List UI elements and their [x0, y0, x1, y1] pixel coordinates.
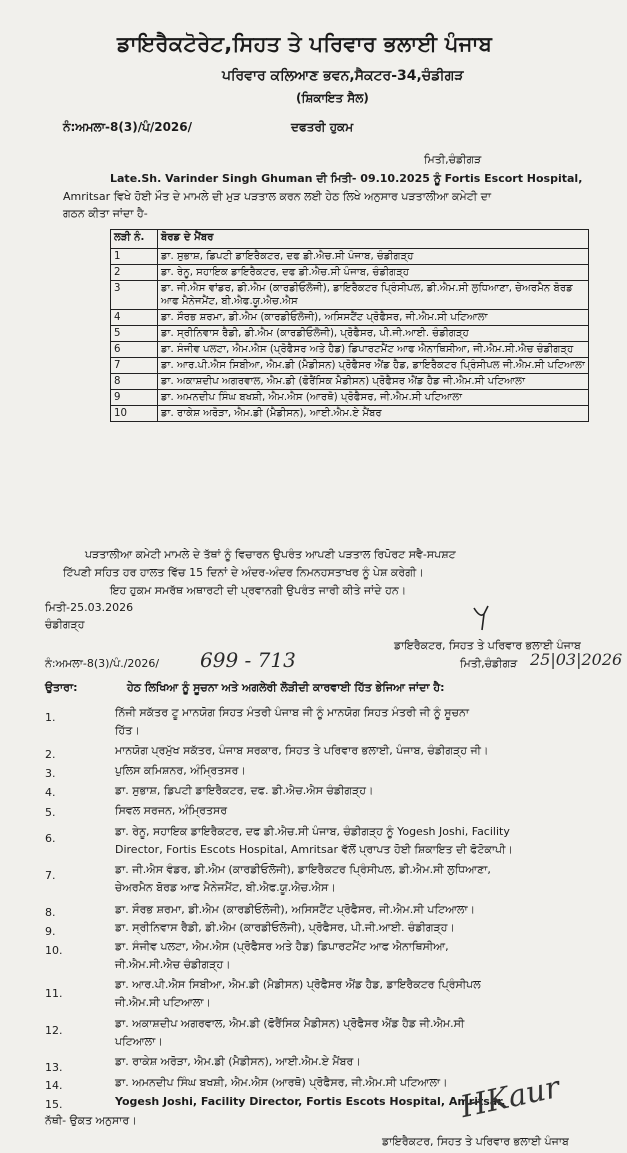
- member-cell: ਡਾ. ਅਕਾਸ਼ਦੀਪ ਅਗਰਵਾਲ, ਐਮ.ਡੀ (ਫੋਰੈਂਸਿਕ ਮੈਡੀਸਨ) ਪ੍ਰੋਫੈਸਰ ਐਂਡ ਹੈਡ ਜੀ.ਐਮ.ਸੀ ਪਟਿਆਲਾ: [158, 374, 589, 390]
- intro-line-2: Amritsar ਵਿਖੇ ਹੋਈ ਮੌਤ ਦੇ ਮਾਮਲੇ ਦੀ ਮੁੜ ਪੜਤਾਲ ਕਰਨ ਲਈ ਹੇਠ ਲਿਖੇ ਅਨੁਸਾਰ ਪੜਤਾਲੀਆ ਕਮੇਟੀ ਦਾ: [63, 190, 492, 203]
- table-row: [111, 374, 589, 390]
- table-row: [111, 342, 589, 358]
- distribution-line: Director, Fortis Escots Hospital, Amritsar ਵੱਲੋਂ ਪ੍ਰਾਪਤ ਹੋਈ ਸ਼ਿਕਾਇਤ ਦੀ ਫੋਟੋਕਾਪੀ।: [115, 843, 513, 856]
- distribution-number: 14.: [45, 1079, 63, 1092]
- distribution-number: 3.: [45, 767, 56, 780]
- table-row: [111, 406, 589, 422]
- distribution-number: 4.: [45, 786, 56, 799]
- distribution-number: 10.: [45, 944, 63, 957]
- distribution-line: ਡਾ. ਸੰਜੀਵ ਪਲਟਾ, ਐਮ.ਐਸ (ਪ੍ਰੋਫੈਸਰ ਅਤੇ ਹੈਡ) ਡਿਪਾਰਟਮੈਂਟ ਆਫ ਐਨਾਥਿਸੀਆ,: [115, 940, 449, 953]
- distribution-number: 12.: [45, 1024, 63, 1037]
- table-row: [111, 390, 589, 406]
- distribution-line: ਪੁਲਿਸ ਕਮਿਸ਼ਨਰ, ਅੰਮ੍ਰਿਤਸਰ।: [115, 764, 246, 777]
- letterhead-org: ਡਾਇਰੈਕਟੋਰੇਟ,ਸਿਹਤ ਤੇ ਪਰਿਵਾਰ ਭਲਾਈ ਪੰਜਾਬ: [117, 32, 493, 56]
- distribution-number: 9.: [45, 925, 56, 938]
- endorsement-text: ਹੇਠ ਲਿਖਿਆ ਨੂੰ ਸੂਚਨਾ ਅਤੇ ਅਗਲੇਰੀ ਲੋੜੀਦੀ ਕਾਰਵਾਈ ਹਿੱਤ ਭੇਜਿਆ ਜਾਂਦਾ ਹੈ:: [127, 681, 445, 694]
- signatory-bottom: ਡਾਇਰੈਕਟਰ, ਸਿਹਤ ਤੇ ਪਰਿਵਾਰ ਭਲਾਈ ਪੰਜਾਬ: [382, 1135, 569, 1148]
- distribution-line: ਚੇਅਰਮੈਨ ਬੋਰਡ ਆਫ ਮੈਨੇਜਮੈਂਟ, ਬੀ.ਐਫ.ਯੂ.ਐਚ.ਐਸ।: [115, 881, 336, 894]
- table-row: [111, 358, 589, 374]
- distribution-line: ਡਾ. ਅਮਨਦੀਪ ਸਿੰਘ ਬਖਸ਼ੀ, ਐਮ.ਐਸ (ਆਰਥੋ) ਪ੍ਰੋਫੈਸਰ, ਜੀ.ਐਮ.ਸੀ ਪਟਿਆਲਾ।: [115, 1076, 448, 1089]
- distribution-line: ਡਾ. ਸ੍ਰੀਨਿਵਾਸ ਰੈਡੀ, ਡੀ.ਐਮ (ਕਾਰਡੀਓਲੋਜੀ), ਪ੍ਰੋਫੈਸਰ, ਪੀ.ਜੀ.ਆਈ. ਚੰਡੀਗੜ੍ਹ।: [115, 921, 455, 934]
- body-line-2: ਟਿੱਪਣੀ ਸਹਿਤ ਹਰ ਹਾਲਤ ਵਿੱਚ 15 ਦਿਨਾਂ ਦੇ ਅੰਦਰ-ਅੰਦਰ ਨਿਮਨਹਸਤਾਖਰ ਨੂੰ ਪੇਸ਼ ਕਰੇਗੀ।: [63, 566, 424, 579]
- table-row: [111, 249, 589, 265]
- serial-cell: 8: [111, 374, 158, 390]
- body-line-1: ਪੜਤਾਲੀਆ ਕਮੇਟੀ ਮਾਮਲੇ ਦੇ ਤੱਥਾਂ ਨੂੰ ਵਿਚਾਰਨ ਉਪਰੰਤ ਆਪਣੀ ਪੜਤਾਲ ਰਿਪੋਰਟ ਸਵੈ-ਸਪਸ਼ਟ: [85, 548, 456, 561]
- order-date: ਮਿਤੀ-25.03.2026: [45, 601, 134, 614]
- intro-line-3: ਗਠਨ ਕੀਤਾ ਜਾਂਦਾ ਹੈ-: [63, 207, 148, 220]
- date-place-top: ਮਿਤੀ,ਚੰਡੀਗੜ: [424, 153, 482, 166]
- serial-cell: 10: [111, 406, 158, 422]
- table-row: [111, 265, 589, 281]
- distribution-line: ਡਾ. ਸੁਭਾਸ਼, ਡਿਪਟੀ ਡਾਇਰੈਕਟਰ, ਦਫ. ਡੀ.ਐਚ.ਐਸ ਚੰਡੀਗੜ੍ਹ।: [115, 784, 374, 797]
- distribution-number: 7.: [45, 869, 56, 882]
- distribution-line: ਮਾਨਯੋਗ ਪ੍ਰਮੁੱਖ ਸਕੱਤਰ, ਪੰਜਾਬ ਸਰਕਾਰ, ਸਿਹਤ ਤੇ ਪਰਿਵਾਰ ਭਲਾਈ, ਪੰਜਾਬ, ਚੰਡੀਗੜ੍ਹ ਜੀ।: [115, 744, 489, 757]
- distribution-line: ਜੀ.ਐਮ.ਸੀ.ਐਚ ਚੰਡੀਗੜ੍ਹ।: [115, 958, 231, 971]
- serial-cell: 6: [111, 342, 158, 358]
- column-header-member: ਬੋਰਡ ਦੇ ਮੈਂਬਰ: [158, 230, 589, 249]
- distribution-line: ਪਟਿਆਲਾ।: [115, 1035, 163, 1048]
- member-cell: ਡਾ. ਸੰਜੀਵ ਪਲਟਾ, ਐਮ.ਐਸ (ਪ੍ਰੋਫੈਸਰ ਅਤੇ ਹੈਡ) ਡਿਪਾਰਟਮੈਂਟ ਆਫ ਐਨਾਥਿਸੀਆ, ਜੀ.ਐਮ.ਸੀ.ਐਚ ਚੰਡੀਗੜ੍ਹ: [158, 342, 589, 358]
- distribution-line: ਹਿੱਤ।: [115, 724, 140, 737]
- distribution-number: 6.: [45, 832, 56, 845]
- member-cell: ਡਾ. ਸੌਰਭ ਸ਼ਰਮਾ, ਡੀ.ਐਮ (ਕਾਰਡੀਓਲੋਜੀ), ਅਸਿਸਟੈਂਟ ਪ੍ਰੋਫੈਸਰ, ਜੀ.ਐਮ.ਸੀ ਪਟਿਆਲਾ: [158, 310, 589, 326]
- distribution-number: 2.: [45, 748, 56, 761]
- endorsement-label: ਉਤਾਰਾ:: [45, 681, 78, 694]
- member-cell: ਡਾ. ਅਮਨਦੀਪ ਸਿੰਘ ਬਖਸ਼ੀ, ਐਮ.ਐਸ (ਆਰਥੋ) ਪ੍ਰੋਫੈਸਰ, ਜੀ.ਐਮ.ਸੀ ਪਟਿਆਲਾ: [158, 390, 589, 406]
- serial-cell: 5: [111, 326, 158, 342]
- order-place: ਚੰਡੀਗੜ੍ਹ: [45, 618, 85, 631]
- member-cell: ਡਾ. ਸੁਭਾਸ਼, ਡਿਪਟੀ ਡਾਇਰੈਕਟਰ, ਦਫ ਡੀ.ਐਚ.ਸੀ ਪੰਜਾਬ, ਚੰਡੀਗੜ੍ਹ: [158, 249, 589, 265]
- distribution-number: 11.: [45, 987, 63, 1000]
- distribution-number: 1.: [45, 711, 56, 724]
- distribution-number: 8.: [45, 906, 56, 919]
- order-title: ਦਫਤਰੀ ਹੁਕਮ: [291, 120, 354, 134]
- letterhead-address: ਪਰਿਵਾਰ ਕਲਿਆਣ ਭਵਨ,ਸੈਕਟਰ-34,ਚੰਡੀਗੜ: [222, 68, 464, 84]
- letterhead-branch: (ਸ਼ਿਕਾਇਤ ਸੈਲ): [296, 91, 369, 105]
- table-row: [111, 281, 589, 310]
- distribution-line: ਸਿਵਲ ਸਰਜਨ, ਅੰਮ੍ਰਿਤਸਰ: [115, 804, 228, 817]
- reference-number: ਨੰ:ਅਮਲਾ-8(3)/ਪੰ/2026/: [63, 120, 192, 134]
- distribution-line: ਜੀ.ਐਮ.ਸੀ ਪਟਿਆਲਾ।: [115, 996, 211, 1009]
- serial-cell: 2: [111, 265, 158, 281]
- signatory-title: ਡਾਇਰੈਕਟਰ, ਸਿਹਤ ਤੇ ਪਰਿਵਾਰ ਭਲਾਈ ਪੰਜਾਬ: [394, 639, 581, 652]
- handwritten-date: 25|03|2026: [530, 650, 623, 669]
- table-row: [111, 310, 589, 326]
- distribution-number: 15.: [45, 1098, 63, 1111]
- date-place-bottom: ਮਿਤੀ,ਚੰਡੀਗੜ: [460, 657, 518, 670]
- board-members-table: [110, 229, 589, 422]
- intro-line-1: Late.Sh. Varinder Singh Ghuman ਦੀ ਮਿਤੀ- 09.10.2025 ਨੂੰ Fortis Escort Hospital,: [110, 172, 583, 185]
- distribution-line: ਡਾ. ਆਰ.ਪੀ.ਐਸ ਸਿਬੀਆ, ਐਮ.ਡੀ (ਮੈਡੀਸਨ) ਪ੍ਰੋਫੈਸਰ ਐਂਡ ਹੈਡ, ਡਾਇਰੈਕਟਰ ਪ੍ਰਿੰਸੀਪਲ: [115, 978, 481, 991]
- member-cell: ਡਾ. ਆਰ.ਪੀ.ਐਸ ਸਿਬੀਆ, ਐਮ.ਡੀ (ਮੈਡੀਸਨ) ਪ੍ਰੋਫੈਸਰ ਐਂਡ ਹੈਡ, ਡਾਇਰੈਕਟਰ ਪ੍ਰਿੰਸੀਪਲ ਜੀ.ਐਮ.ਸੀ ਪਟਿਆਲਾ: [158, 358, 589, 374]
- distribution-line: Yogesh Joshi, Facility Director, Fortis Escots Hospital, Amritsar.: [115, 1095, 506, 1108]
- handwritten-initials: HKaur: [457, 1069, 563, 1126]
- distribution-line: ਡਾ. ਸੌਰਭ ਸ਼ਰਮਾ, ਡੀ.ਐਮ (ਕਾਰਡੀਓਲੋਜੀ), ਅਸਿਸਟੈਂਟ ਪ੍ਰੋਫੈਸਰ, ਜੀ.ਐਮ.ਸੀ ਪਟਿਆਲਾ।: [115, 903, 476, 916]
- distribution-number: 13.: [45, 1061, 63, 1074]
- member-cell: ਡਾ. ਜੀ.ਐਸ ਵਾਂਡਰ, ਡੀ.ਐਮ (ਕਾਰਡੀਓਲੋਜੀ), ਡਾਇਰੈਕਟਰ ਪ੍ਰਿੰਸੀਪਲ, ਡੀ.ਐਮ.ਸੀ ਲੁਧਿਆਣਾ, ਚੇਅਰਮੈਨ ਬੋਰਡ ਆਫ ਮੈਨੇਜਮੈਂਟ, ਬੀ.ਐਫ.ਯੂ.ਐਚ.ਐਸ: [158, 281, 589, 310]
- table-row: [111, 326, 589, 342]
- member-cell: ਡਾ. ਰੇਨੂ, ਸਹਾਇਕ ਡਾਇਰੈਕਟਰ, ਦਫ ਡੀ.ਐਚ.ਸੀ ਪੰਜਾਬ, ਚੰਡੀਗੜ੍ਹ: [158, 265, 589, 281]
- distribution-line: ਨਿੱਜੀ ਸਕੱਤਰ ਟੂ ਮਾਨਯੋਗ ਸਿਹਤ ਮੰਤਰੀ ਪੰਜਾਬ ਜੀ ਨੂੰ ਮਾਨਯੋਗ ਸਿਹਤ ਮੰਤਰੀ ਜੀ ਨੂੰ ਸੂਚਨਾ: [115, 706, 470, 719]
- serial-cell: 3: [111, 281, 158, 310]
- distribution-line: ਡਾ. ਅਕਾਸ਼ਦੀਪ ਅਗਰਵਾਲ, ਐਮ.ਡੀ (ਫੋਰੈਂਸਿਕ ਮੈਡੀਸਨ) ਪ੍ਰੋਫੈਸਰ ਐਂਡ ਹੈਡ ਜੀ.ਐਮ.ਸੀ: [115, 1017, 465, 1030]
- serial-cell: 4: [111, 310, 158, 326]
- body-line-3: ਇਹ ਹੁਕਮ ਸਮਰੱਥ ਅਥਾਰਟੀ ਦੀ ਪ੍ਰਵਾਨਗੀ ਉਪਰੰਤ ਜਾਰੀ ਕੀਤੇ ਜਾਂਦੇ ਹਨ।: [110, 584, 407, 597]
- distribution-line: ਡਾ. ਜੀ.ਐਸ ਵੰਡਰ, ਡੀ.ਐਮ (ਕਾਰਡੀਓਲੋਜੀ), ਡਾਇਰੈਕਟਰ ਪ੍ਰਿੰਸੀਪਲ, ਡੀ.ਐਮ.ਸੀ ਲੁਧਿਆਣਾ,: [115, 863, 491, 876]
- distribution-line: ਡਾ. ਰੇਨੂ, ਸਹਾਇਕ ਡਾਇਰੈਕਟਰ, ਦਫ ਡੀ.ਐਚ.ਸੀ ਪੰਜਾਬ, ਚੰਡੀਗੜ੍ਹ ਨੂੰ Yogesh Joshi, Facility: [115, 825, 510, 838]
- serial-cell: 9: [111, 390, 158, 406]
- column-header-serial: ਲੜੀ ਨੰ.: [111, 230, 158, 249]
- serial-cell: 1: [111, 249, 158, 265]
- serial-cell: 7: [111, 358, 158, 374]
- handwritten-dispatch-number: 699 - 713: [200, 648, 296, 672]
- enclosure-note: ਨੱਥੀ- ਉਕਤ ਅਨੁਸਾਰ।: [45, 1114, 137, 1127]
- table-header-row: [111, 230, 589, 249]
- distribution-line: ਡਾ. ਰਾਕੇਸ਼ ਅਰੋੜਾ, ਐਮ.ਡੀ (ਮੈਡੀਸਨ), ਆਈ.ਐਮ.ਏ ਮੈਂਬਰ।: [115, 1055, 361, 1068]
- endorsement-reference: ਨੰ:ਅਮਲਾ-8(3)/ਪੰ./2026/: [45, 657, 160, 670]
- distribution-number: 5.: [45, 806, 56, 819]
- signature-mark: [470, 604, 500, 636]
- member-cell: ਡਾ. ਸ੍ਰੀਨਿਵਾਸ ਰੈਡੀ, ਡੀ.ਐਮ (ਕਾਰਡੀਓਲੋਜੀ), ਪ੍ਰੋਫੈਸਰ, ਪੀ.ਜੀ.ਆਈ. ਚੰਡੀਗੜ੍ਹ: [158, 326, 589, 342]
- member-cell: ਡਾ. ਰਾਕੇਸ਼ ਅਰੋੜਾ, ਐਮ.ਡੀ (ਮੈਡੀਸਨ), ਆਈ.ਐਮ.ਏ ਮੈਂਬਰ: [158, 406, 589, 422]
